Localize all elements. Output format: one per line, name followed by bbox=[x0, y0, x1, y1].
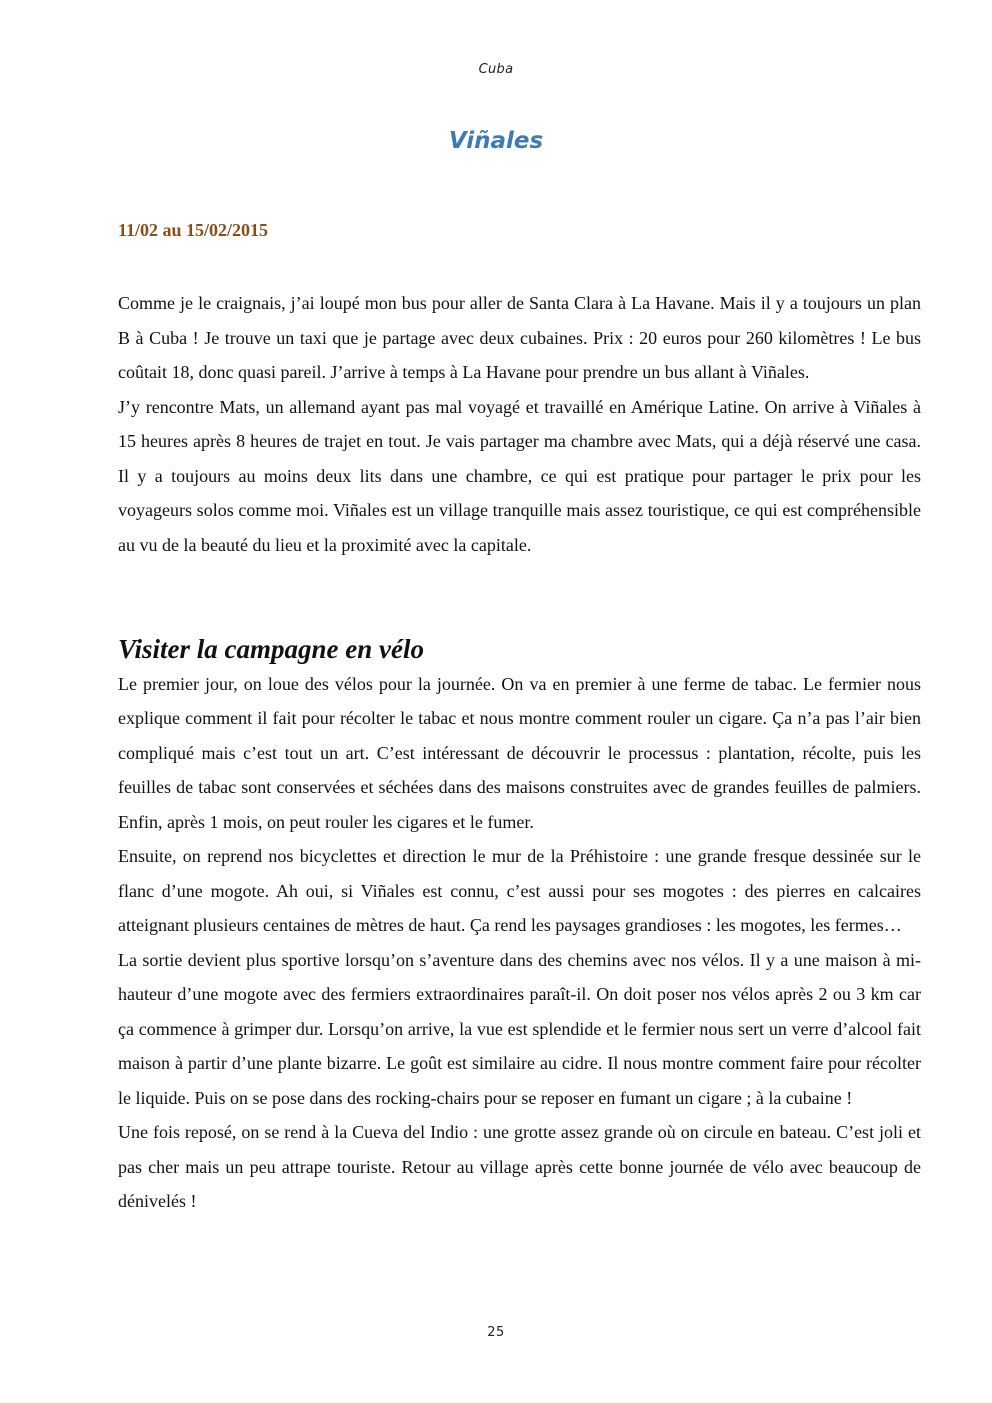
paragraph: Comme je le craignais, j’ai loupé mon bus pour aller de Santa Clara à La Havane. Mais il y a toujours un plan B à Cuba ! Je trouve un taxi que je partage avec deux cubaines. Prix : 20 euros pour 260 kilomètres ! Le bus coûtait 18, donc quasi pareil. J’arrive à temps à La Havane pour prendre un bus allant à Viñales. bbox=[118, 293, 921, 382]
date-range: 11/02 au 15/02/2015 bbox=[118, 220, 269, 240]
paragraph: La sortie devient plus sportive lorsqu’on s’aventure dans des chemins avec nos vélos. Il y a une maison à mi-hauteur d’une mogote avec des fermiers extraordinaires paraît-il. On doit poser nos vélos après 2 ou 3 km car ça commence à grimper dur. Lorsqu’on arrive, la vue est splendide et le fermier nous sert un verre d’alcool fait maison à partir d’une plante bizarre. Le goût est similaire au cidre. Il nous montre comment faire pour récolter le liquide. Puis on se pose dans des rocking-chairs pour se reposer en fumant un cigare ; à la cubaine ! bbox=[118, 949, 921, 1108]
paragraph: Une fois reposé, on se rend à la Cueva del Indio : une grotte assez grande où on circule en bateau. C’est joli et pas cher mais un peu attrape touriste. Retour au village après cette bonne journée de vélo avec beaucoup de dénivelés ! bbox=[118, 1122, 921, 1211]
section-bike-tour bbox=[118, 632, 921, 1219]
page-number: 25 bbox=[487, 1325, 505, 1340]
intro-text bbox=[118, 286, 921, 562]
paragraph: Le premier jour, on loue des vélos pour la journée. On va en premier à une ferme de tabac. Le fermier nous explique comment il fait pour récolter le tabac et nous montre comment rouler un cigare. Ça n’a pas l’air bien compliqué mais c’est tout un art. C’est intéressant de découvrir le processus : plantation, récolte, puis les feuilles de tabac sont conservées et séchées dans des maisons construites avec de grandes feuilles de palmiers. Enfin, après 1 mois, on peut rouler les cigares et le fumer. bbox=[118, 673, 921, 832]
running-header: Cuba bbox=[478, 62, 514, 77]
section-heading: Visiter la campagne en vélo bbox=[118, 634, 424, 664]
chapter-title: Viñales bbox=[448, 128, 544, 154]
paragraph: J’y rencontre Mats, un allemand ayant pas mal voyagé et travaillé en Amérique Latine. On arrive à Viñales à 15 heures après 8 heures de trajet en tout. Je vais partager ma chambre avec Mats, qui a déjà réservé une casa. Il y a toujours au moins deux lits dans une chambre, ce qui est pratique pour partager le prix pour les voyageurs solos comme moi. Viñales est un village tranquille mais assez touristique, ce qui est compréhensible au vu de la beauté du lieu et la proximité avec la capitale. bbox=[118, 396, 921, 555]
paragraph: Ensuite, on reprend nos bicyclettes et direction le mur de la Préhistoire : une grande fresque dessinée sur le flanc d’une mogote. Ah oui, si Viñales est connu, c’est aussi pour ses mogotes : des pierres en calcaires atteignant plusieurs centaines de mètres de haut. Ça rend les paysages grandioses : les mogotes, les fermes… bbox=[118, 846, 921, 935]
